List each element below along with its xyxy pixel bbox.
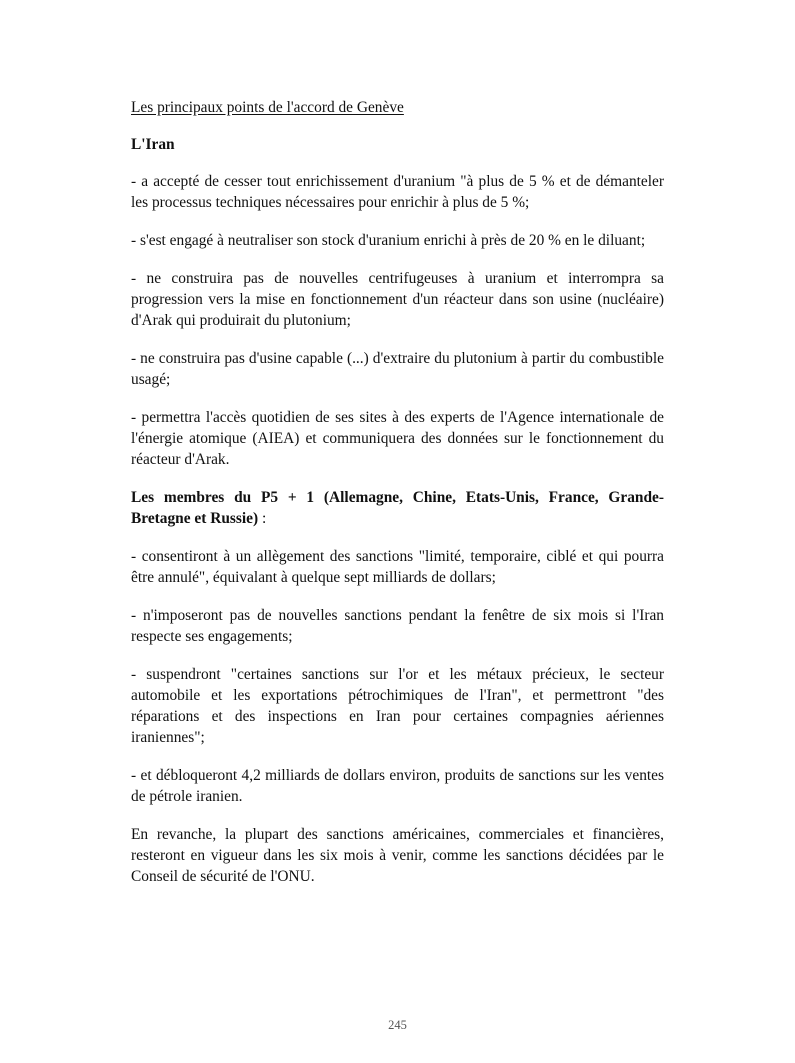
section-heading-p5-text: Les membres du P5 + 1 (Allemagne, Chine, Etats-Unis, France, Grande-Bretagne et Russie) (131, 489, 664, 527)
iran-point-3: - ne construira pas de nouvelles centrifugeuses à uranium et interrompra sa progression vers la mise en fonctionnement d'un réacteur dans son usine (nucléaire) d'Arak qui produirait du plutonium; (131, 270, 664, 329)
document-title: Les principaux points de l'accord de Genève (131, 99, 404, 116)
p5-point-4: - et débloqueront 4,2 milliards de dollars environ, produits de sanctions sur les ventes de pétrole iranien. (131, 767, 664, 805)
section-heading-iran: L'Iran (131, 136, 175, 153)
iran-point-5: - permettra l'accès quotidien de ses sites à des experts de l'Agence internationale de l'énergie atomique (AIEA) et communiquera des données sur le fonctionnement du réacteur d'Arak. (131, 409, 664, 468)
section-heading-p5-suffix: : (258, 510, 267, 527)
p5-point-1: - consentiront à un allègement des sanctions "limité, temporaire, ciblé et qui pourra être annulé", équivalant à quelque sept milliards de dollars; (131, 548, 664, 586)
p5-point-3: - suspendront "certaines sanctions sur l'or et les métaux précieux, le secteur automobile et les exportations pétrochimiques de l'Iran", et permettront "des réparations et des inspections en Iran pour certaines compagnies aériennes iraniennes"; (131, 666, 664, 746)
iran-point-1: - a accepté de cesser tout enrichissement d'uranium "à plus de 5 % et de démanteler les processus techniques nécessaires pour enrichir à plus de 5 %; (131, 173, 664, 211)
page-number: 245 (388, 1018, 407, 1032)
iran-point-2: - s'est engagé à neutraliser son stock d'uranium enrichi à près de 20 % en le diluant; (131, 232, 646, 249)
iran-point-4: - ne construira pas d'usine capable (...) d'extraire du plutonium à partir du combustible usagé; (131, 350, 664, 388)
section-heading-p5 (131, 487, 664, 529)
conclusion-paragraph: En revanche, la plupart des sanctions américaines, commerciales et financières, resteront en vigueur dans les six mois à venir, comme les sanctions décidées par le Conseil de sécurité de l'ONU. (131, 826, 664, 885)
p5-point-2: - n'imposeront pas de nouvelles sanctions pendant la fenêtre de six mois si l'Iran respecte ses engagements; (131, 607, 664, 645)
document-page (131, 97, 664, 904)
